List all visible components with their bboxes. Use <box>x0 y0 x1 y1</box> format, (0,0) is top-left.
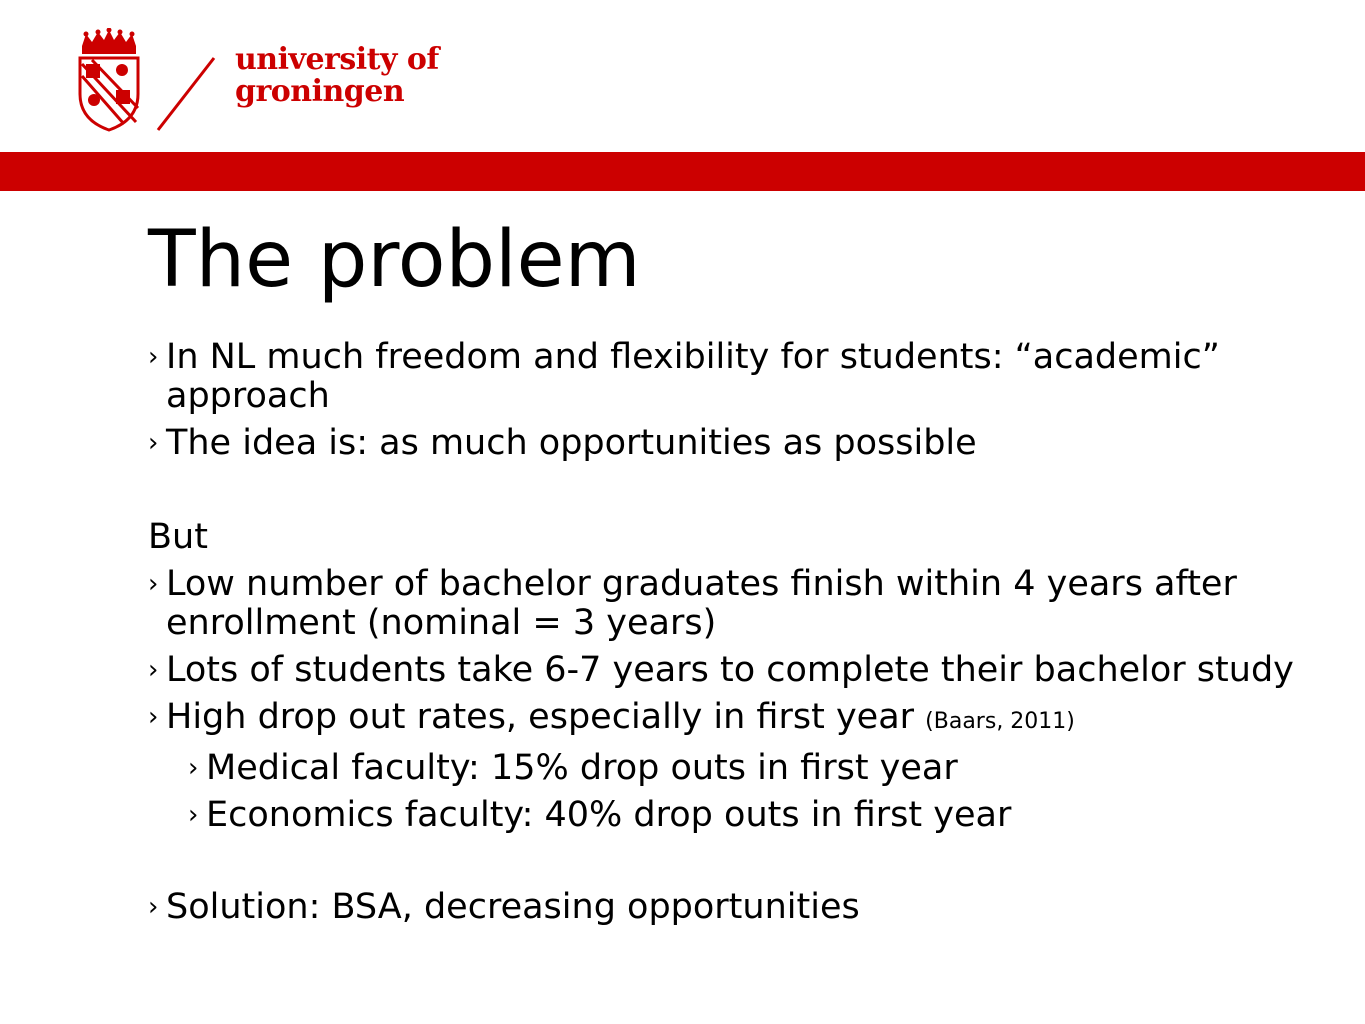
slide-header <box>0 0 1365 152</box>
citation: (Baars, 2011) <box>925 709 1075 734</box>
header-color-band <box>0 152 1365 191</box>
bullet-text: In NL much freedom and flexibility for students: “academic” approach <box>166 337 1220 416</box>
slide-title: The problem <box>148 215 641 305</box>
wordmark-line-1: university of <box>235 42 439 77</box>
slide-body <box>148 338 1328 927</box>
bullet-text: Low number of bachelor graduates finish within 4 years after enrollment (nominal = 3 years) <box>166 564 1237 643</box>
bullet-text: Economics faculty: 40% drop outs in first year <box>206 795 1012 835</box>
bullet-opportunities <box>148 424 1328 463</box>
bullet-text: The idea is: as much opportunities as possible <box>166 423 977 463</box>
bullet-mark: › <box>148 342 159 372</box>
subbullet-economics <box>188 796 1328 835</box>
bullet-solution <box>148 888 1328 927</box>
bullet-mark: › <box>148 892 159 922</box>
bullet-mark: › <box>148 655 159 685</box>
university-crest-icon <box>76 28 142 132</box>
bullet-mark: › <box>148 428 159 458</box>
bullet-text: High drop out rates, especially in first year <box>166 697 926 737</box>
bullet-text: Lots of students take 6-7 years to complete their bachelor study <box>166 650 1294 690</box>
bullet-duration <box>148 651 1328 690</box>
bullet-text: Medical faculty: 15% drop outs in first year <box>206 748 958 788</box>
bullet-mark: › <box>148 702 159 732</box>
bullet-dropout <box>148 698 1328 741</box>
bullet-mark: › <box>148 569 159 599</box>
but-label: But <box>148 517 208 557</box>
wordmark-line-2: groningen <box>235 74 405 109</box>
bullet-text: Solution: BSA, decreasing opportunities <box>166 887 860 927</box>
logo-divider-slash <box>154 56 218 132</box>
bullet-mark: › <box>188 753 199 783</box>
bullet-mark: › <box>188 800 199 830</box>
bullet-graduates <box>148 565 1328 643</box>
bullet-freedom <box>148 338 1328 416</box>
subbullet-medical <box>188 749 1328 788</box>
university-wordmark <box>235 44 439 108</box>
